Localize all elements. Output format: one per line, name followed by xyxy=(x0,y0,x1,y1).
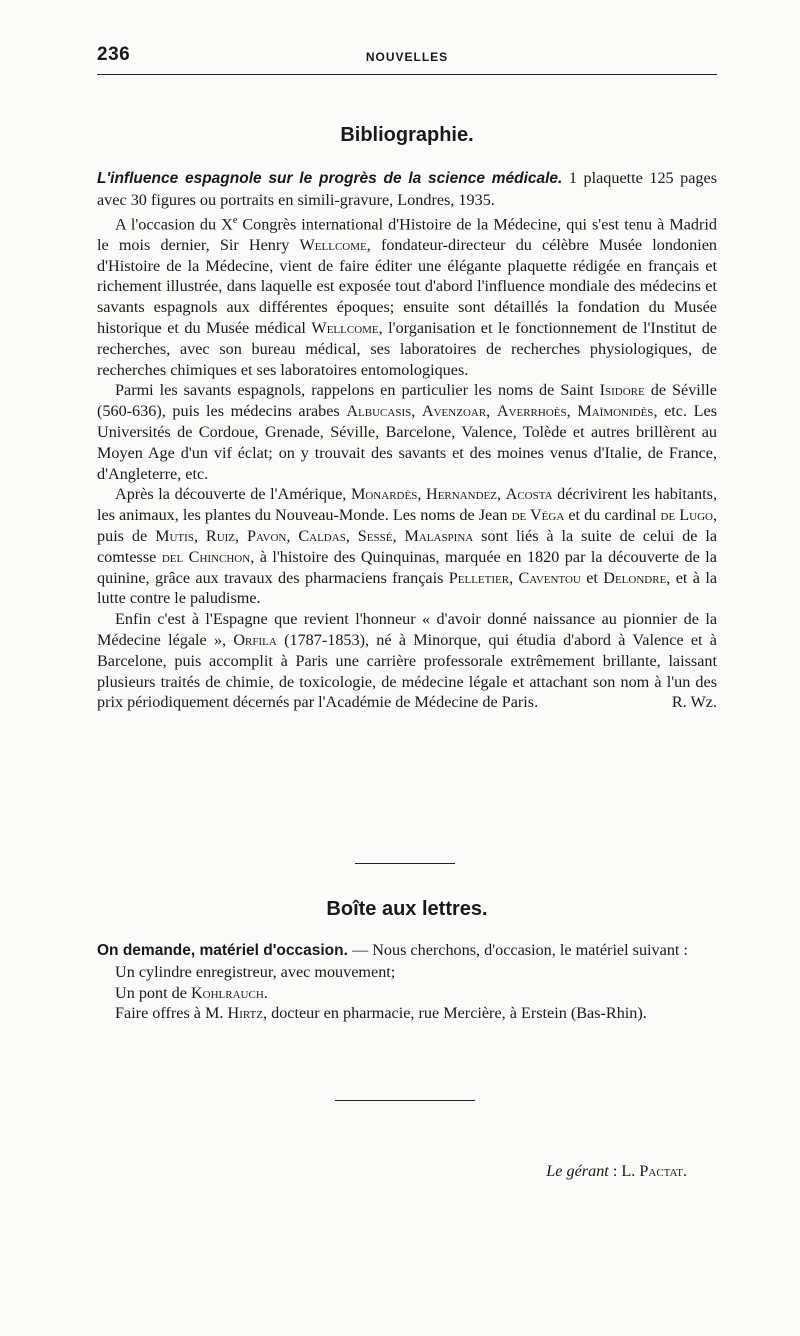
text-run: sont liés à la suite de celui de la comtesse xyxy=(97,526,718,566)
text-run: , xyxy=(496,485,506,504)
person-name: Hernandez xyxy=(426,485,497,504)
person-name: del Chinchon xyxy=(161,547,251,566)
person-name: Delondre xyxy=(603,568,667,587)
text-run: , xyxy=(486,402,497,421)
person-name: Pelletier xyxy=(448,568,510,587)
text-run: , et à la lutte contre le paludisme. xyxy=(97,568,717,608)
review-signature: R. Wz. xyxy=(671,693,717,712)
person-name: Acosta xyxy=(505,485,553,504)
text-run: A l'occasion du X xyxy=(115,214,233,233)
text-run: , xyxy=(235,526,247,545)
footer-name: Pactat xyxy=(639,1162,683,1180)
text-run: , xyxy=(509,568,519,587)
person-name: de Véga xyxy=(511,506,565,525)
boite-paragraph xyxy=(97,940,717,962)
person-name: Ruiz xyxy=(205,526,236,545)
section-title-boite: Boîte aux lettres. xyxy=(326,898,488,920)
boite-offer xyxy=(97,1003,717,1024)
person-name: Caldas xyxy=(298,526,346,545)
text-run: et du cardinal xyxy=(564,506,661,525)
footer-sep: : L. xyxy=(608,1162,640,1180)
footer-end: . xyxy=(682,1162,687,1180)
text-run: de Séville (560-636), puis les médecins arabes xyxy=(97,381,717,421)
person-name: Orfila xyxy=(233,630,277,649)
text-run: Parmi les savants espagnols, rappelons en particulier les noms de Saint xyxy=(115,381,600,400)
person-name: Malaspina xyxy=(404,526,474,545)
review-paragraph xyxy=(97,211,717,381)
text-run: décrivirent les habitants, les animaux, les plantes du Nouveau-Monde. Les noms de Jean xyxy=(97,485,718,525)
boite-body xyxy=(97,940,717,1024)
text-run: , xyxy=(392,526,405,545)
text-run: (1787-1853), né à Minorque, qui étudia d'abord à Valence et à Barcelone, puis accomplit à Paris une carrière professorale extrêmement brillante, laissant plusieurs traités de chimie, de toxicologie, de médecine légale et attachant son nom à l'un des prix périodiquement décernés par l'Académie de Médecine de Paris. xyxy=(97,630,717,712)
section-title-bibliographie: Bibliographie. xyxy=(340,124,474,146)
text-run: , xyxy=(286,526,299,545)
offer-prefix: Faire offres à M. xyxy=(115,1004,228,1023)
boite-intro: — Nous cherchons, d'occasion, le matériel suivant : xyxy=(347,941,688,959)
text-run: , fondateur-directeur du célèbre Musée londonien d'Histoire de la Médecine, vient de faire éditer une élégante plaquette rédigée en français et richement illustrée, dans laquelle est exposée tout d'abord l'influence mondiale des médecins et savants espagnols aux différentes époques; ensuite sont détaillés la fondation du Musée historique et du Musée médical xyxy=(97,235,717,337)
text-run: , xyxy=(566,402,578,421)
text-run: , puis de xyxy=(97,506,717,545)
offer-suffix: , docteur en pharmacie, rue Mercière, à Erstein (Bas-Rhin). xyxy=(263,1004,647,1023)
footer-signature xyxy=(97,1162,717,1181)
item-suffix: . xyxy=(263,983,268,1002)
person-name: Wellcome xyxy=(299,235,367,254)
text-run: , xyxy=(417,485,426,504)
text-run: , l'organisation et le fonctionnement de l'Institut de recherches, avec son bureau médical, ses laboratoires de recherches physiologiques, de recherches chimiques et ses laboratoires entomologiques. xyxy=(97,318,717,379)
text-run: , xyxy=(193,526,206,545)
running-title: NOUVELLES xyxy=(365,50,449,64)
section-divider xyxy=(355,863,455,864)
offer-name: Hirtz xyxy=(227,1004,263,1023)
book-title: L'influence espagnole sur le progrès de la science médicale. xyxy=(97,170,563,187)
text-run: , xyxy=(345,526,358,545)
boite-item: Un cylindre enregistreur, avec mouvement; xyxy=(115,962,396,981)
person-name: Isidore xyxy=(599,381,645,400)
text-run: e xyxy=(232,214,238,226)
review-paragraph xyxy=(97,380,717,484)
boite-heading: On demande, matériel d'occasion. xyxy=(97,942,348,959)
person-name: Averrhoès xyxy=(496,402,567,421)
boite-item xyxy=(97,983,717,1004)
text-run: , à l'histoire des Quinquinas, marquée en 1820 par la découverte de la quinine, grâce aux travaux des pharmaciens français xyxy=(97,547,717,587)
section-divider xyxy=(335,1100,475,1101)
review-paragraph xyxy=(97,609,717,713)
text-run: Enfin c'est à l'Espagne que revient l'honneur « d'avoir donné naissance au pionnier de la Médecine légale », xyxy=(97,610,717,649)
book-details: 1 plaquette 125 pages avec 30 figures ou portraits en simili-gravure, Londres, 1935. xyxy=(97,169,718,209)
person-name: Albucasis xyxy=(346,402,412,421)
person-name: Wellcome xyxy=(311,318,379,337)
person-name: Caventou xyxy=(518,568,581,587)
person-name: Monardès xyxy=(350,485,418,504)
text-run: Après la découverte de l'Amérique, xyxy=(115,485,351,504)
person-name: Mutis xyxy=(155,526,194,545)
footer-label: Le gérant xyxy=(546,1162,609,1180)
text-run: et xyxy=(580,568,604,587)
page-number: 236 xyxy=(97,44,131,65)
item-name: Kohlrauch xyxy=(190,983,264,1002)
person-name: Pavon xyxy=(247,526,287,545)
book-reference xyxy=(97,168,717,211)
page-header xyxy=(97,44,717,75)
item-prefix: Un pont de xyxy=(115,983,191,1002)
person-name: Maïmonidès xyxy=(577,402,654,421)
text-run: , xyxy=(411,402,422,421)
person-name: Sessé xyxy=(357,526,393,545)
bibliographie-body xyxy=(97,168,717,713)
review-paragraph xyxy=(97,484,717,609)
text-run: Congrès international d'Histoire de la Médecine, qui s'est tenu à Madrid le mois dernier, Sir Henry xyxy=(97,214,717,254)
text-run: , etc. Les Universités de Cordoue, Grenade, Séville, Barcelone, Valence, Tolède et autres brillèrent au Moyen Age d'un vif éclat; on y trouvait des savants et des moines venus d'Italie, de France, d'Angleterre, etc. xyxy=(97,402,718,483)
person-name: de Lugo xyxy=(660,506,713,525)
person-name: Avenzoar xyxy=(421,402,487,421)
